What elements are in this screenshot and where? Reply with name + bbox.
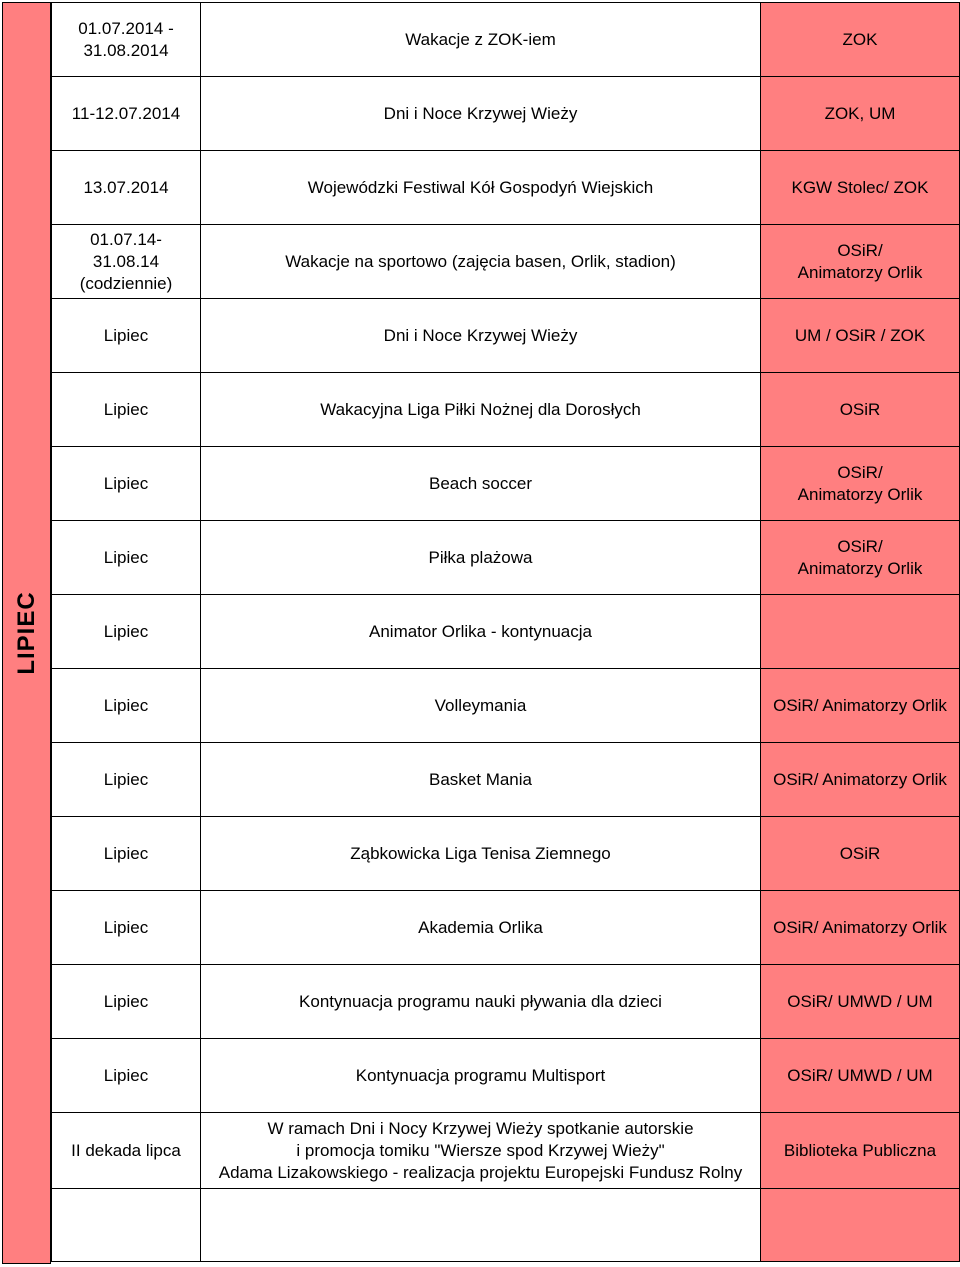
event-cell (201, 373, 761, 447)
date-cell (52, 965, 201, 1039)
table-row (52, 595, 960, 669)
event-cell (201, 817, 761, 891)
organizer-cell (761, 1039, 960, 1113)
event-cell (201, 965, 761, 1039)
event-cell (201, 1113, 761, 1189)
organizer-cell (761, 1113, 960, 1189)
organizer-cell-line: OSiR/ Animatorzy Orlik (773, 695, 947, 715)
event-cell (201, 595, 761, 669)
table-row (52, 1113, 960, 1189)
table-row (52, 225, 960, 299)
date-cell (52, 373, 201, 447)
event-cell-line: i promocja tomiku "Wiersze spod Krzywej Wieży" (296, 1140, 665, 1160)
event-cell (201, 743, 761, 817)
organizer-cell (761, 521, 960, 595)
organizer-cell (761, 891, 960, 965)
date-cell (52, 743, 201, 817)
organizer-cell (761, 151, 960, 225)
event-cell (201, 1039, 761, 1113)
event-cell-line: Wakacyjna Liga Piłki Nożnej dla Dorosłych (320, 399, 641, 419)
organizer-cell (761, 817, 960, 891)
event-cell (201, 77, 761, 151)
table-row (52, 151, 960, 225)
date-cell-line: (codziennie) (79, 273, 173, 293)
date-cell (52, 891, 201, 965)
table-row (52, 3, 960, 77)
date-cell (52, 3, 201, 77)
organizer-cell-line: OSiR/ (837, 240, 883, 260)
organizer-cell-line: UM / OSiR / ZOK (794, 325, 926, 345)
event-cell-line: W ramach Dni i Nocy Krzywej Wieży spotkanie autorskie (267, 1118, 694, 1138)
date-cell-line: 31.08.2014 (83, 40, 169, 60)
date-cell (52, 151, 201, 225)
date-cell-line: 01.07.2014 - (78, 18, 174, 38)
table-row (52, 447, 960, 521)
date-cell (52, 669, 201, 743)
organizer-cell (761, 3, 960, 77)
date-cell-line: Lipiec (103, 917, 149, 937)
date-cell (52, 817, 201, 891)
date-cell-line: Lipiec (103, 695, 149, 715)
date-cell-line: Lipiec (103, 399, 149, 419)
event-cell-line: Dni i Noce Krzywej Wieży (383, 103, 578, 123)
event-cell-line: Basket Mania (429, 769, 532, 789)
table-row (52, 817, 960, 891)
date-cell (52, 77, 201, 151)
organizer-cell-line: Biblioteka Publiczna (783, 1140, 937, 1160)
date-cell (52, 1039, 201, 1113)
organizer-cell (761, 225, 960, 299)
organizer-cell (761, 965, 960, 1039)
organizer-cell-line: OSiR (839, 399, 881, 419)
date-cell-line: Lipiec (103, 325, 149, 345)
date-cell-line: Lipiec (103, 843, 149, 863)
date-cell (52, 1189, 201, 1262)
organizer-cell (761, 743, 960, 817)
date-cell-line: Lipiec (103, 473, 149, 493)
organizer-cell (761, 669, 960, 743)
table-row (52, 669, 960, 743)
month-label: LIPIEC (12, 591, 40, 675)
event-cell (201, 1189, 761, 1262)
date-cell (52, 1113, 201, 1189)
date-cell-line: 11-12.07.2014 (71, 103, 181, 123)
table-row (52, 77, 960, 151)
table-row (52, 743, 960, 817)
events-table (51, 2, 960, 1262)
organizer-cell-line: Animatorzy Orlik (797, 558, 923, 578)
event-cell (201, 225, 761, 299)
organizer-cell-line: ZOK, UM (824, 103, 896, 123)
organizer-cell-line: KGW Stolec/ ZOK (791, 177, 929, 197)
date-cell-line: 13.07.2014 (83, 177, 169, 197)
event-cell (201, 299, 761, 373)
date-cell (52, 447, 201, 521)
date-cell-line: II dekada lipca (71, 1140, 181, 1160)
event-cell-line: Ząbkowicka Liga Tenisa Ziemnego (350, 843, 611, 863)
organizer-cell-line: Animatorzy Orlik (797, 484, 923, 504)
event-cell (201, 669, 761, 743)
table-row (52, 1189, 960, 1262)
event-cell (201, 447, 761, 521)
organizer-cell (761, 77, 960, 151)
event-cell (201, 521, 761, 595)
date-cell-line: Lipiec (103, 1065, 149, 1085)
event-cell-line: Beach soccer (429, 473, 532, 493)
event-cell-line: Wojewódzki Festiwal Kół Gospodyń Wiejskich (307, 177, 654, 197)
date-cell-line: Lipiec (103, 769, 149, 789)
month-column (2, 2, 51, 1264)
date-cell-line: 01.07.14- (90, 229, 162, 249)
organizer-cell-line: OSiR/ (837, 536, 883, 556)
organizer-cell-line: OSiR/ Animatorzy Orlik (773, 917, 947, 937)
date-cell-line: 31.08.14 (92, 251, 160, 271)
date-cell (52, 595, 201, 669)
event-cell (201, 3, 761, 77)
date-cell (52, 225, 201, 299)
table-row (52, 521, 960, 595)
event-cell-line: Wakacje na sportowo (zajęcia basen, Orlik, stadion) (285, 251, 676, 271)
organizer-cell-line: OSiR/ UMWD / UM (787, 1065, 933, 1085)
date-cell (52, 299, 201, 373)
organizer-cell-line: Animatorzy Orlik (797, 262, 923, 282)
date-cell-line: Lipiec (103, 621, 149, 641)
table-row (52, 891, 960, 965)
event-cell-line: Wakacje z ZOK-iem (405, 29, 556, 49)
organizer-cell (761, 595, 960, 669)
organizer-cell-line: OSiR (839, 843, 881, 863)
event-cell-line: Volleymania (434, 695, 527, 715)
table-row (52, 299, 960, 373)
event-cell-line: Kontynuacja programu Multisport (355, 1065, 606, 1085)
event-cell-line: Piłka plażowa (428, 547, 533, 567)
date-cell (52, 521, 201, 595)
event-cell-line: Akademia Orlika (418, 917, 543, 937)
organizer-cell (761, 447, 960, 521)
event-cell-line: Kontynuacja programu nauki pływania dla dzieci (299, 991, 662, 1011)
event-cell-line: Dni i Noce Krzywej Wieży (383, 325, 578, 345)
event-cell (201, 891, 761, 965)
table-row (52, 965, 960, 1039)
table-row (52, 1039, 960, 1113)
date-cell-line: Lipiec (103, 991, 149, 1011)
date-cell-line: Lipiec (103, 547, 149, 567)
event-cell (201, 151, 761, 225)
event-cell-line: Adama Lizakowskiego - realizacja projektu Europejski Fundusz Rolny (218, 1162, 743, 1182)
organizer-cell-line: OSiR/ UMWD / UM (787, 991, 933, 1011)
organizer-cell-line: ZOK (842, 29, 878, 49)
organizer-cell-line: OSiR/ (837, 462, 883, 482)
table-row (52, 373, 960, 447)
event-cell-line: Animator Orlika - kontynuacja (369, 621, 592, 641)
organizer-cell (761, 299, 960, 373)
organizer-cell-line: OSiR/ Animatorzy Orlik (773, 769, 947, 789)
organizer-cell (761, 1189, 960, 1262)
organizer-cell (761, 373, 960, 447)
